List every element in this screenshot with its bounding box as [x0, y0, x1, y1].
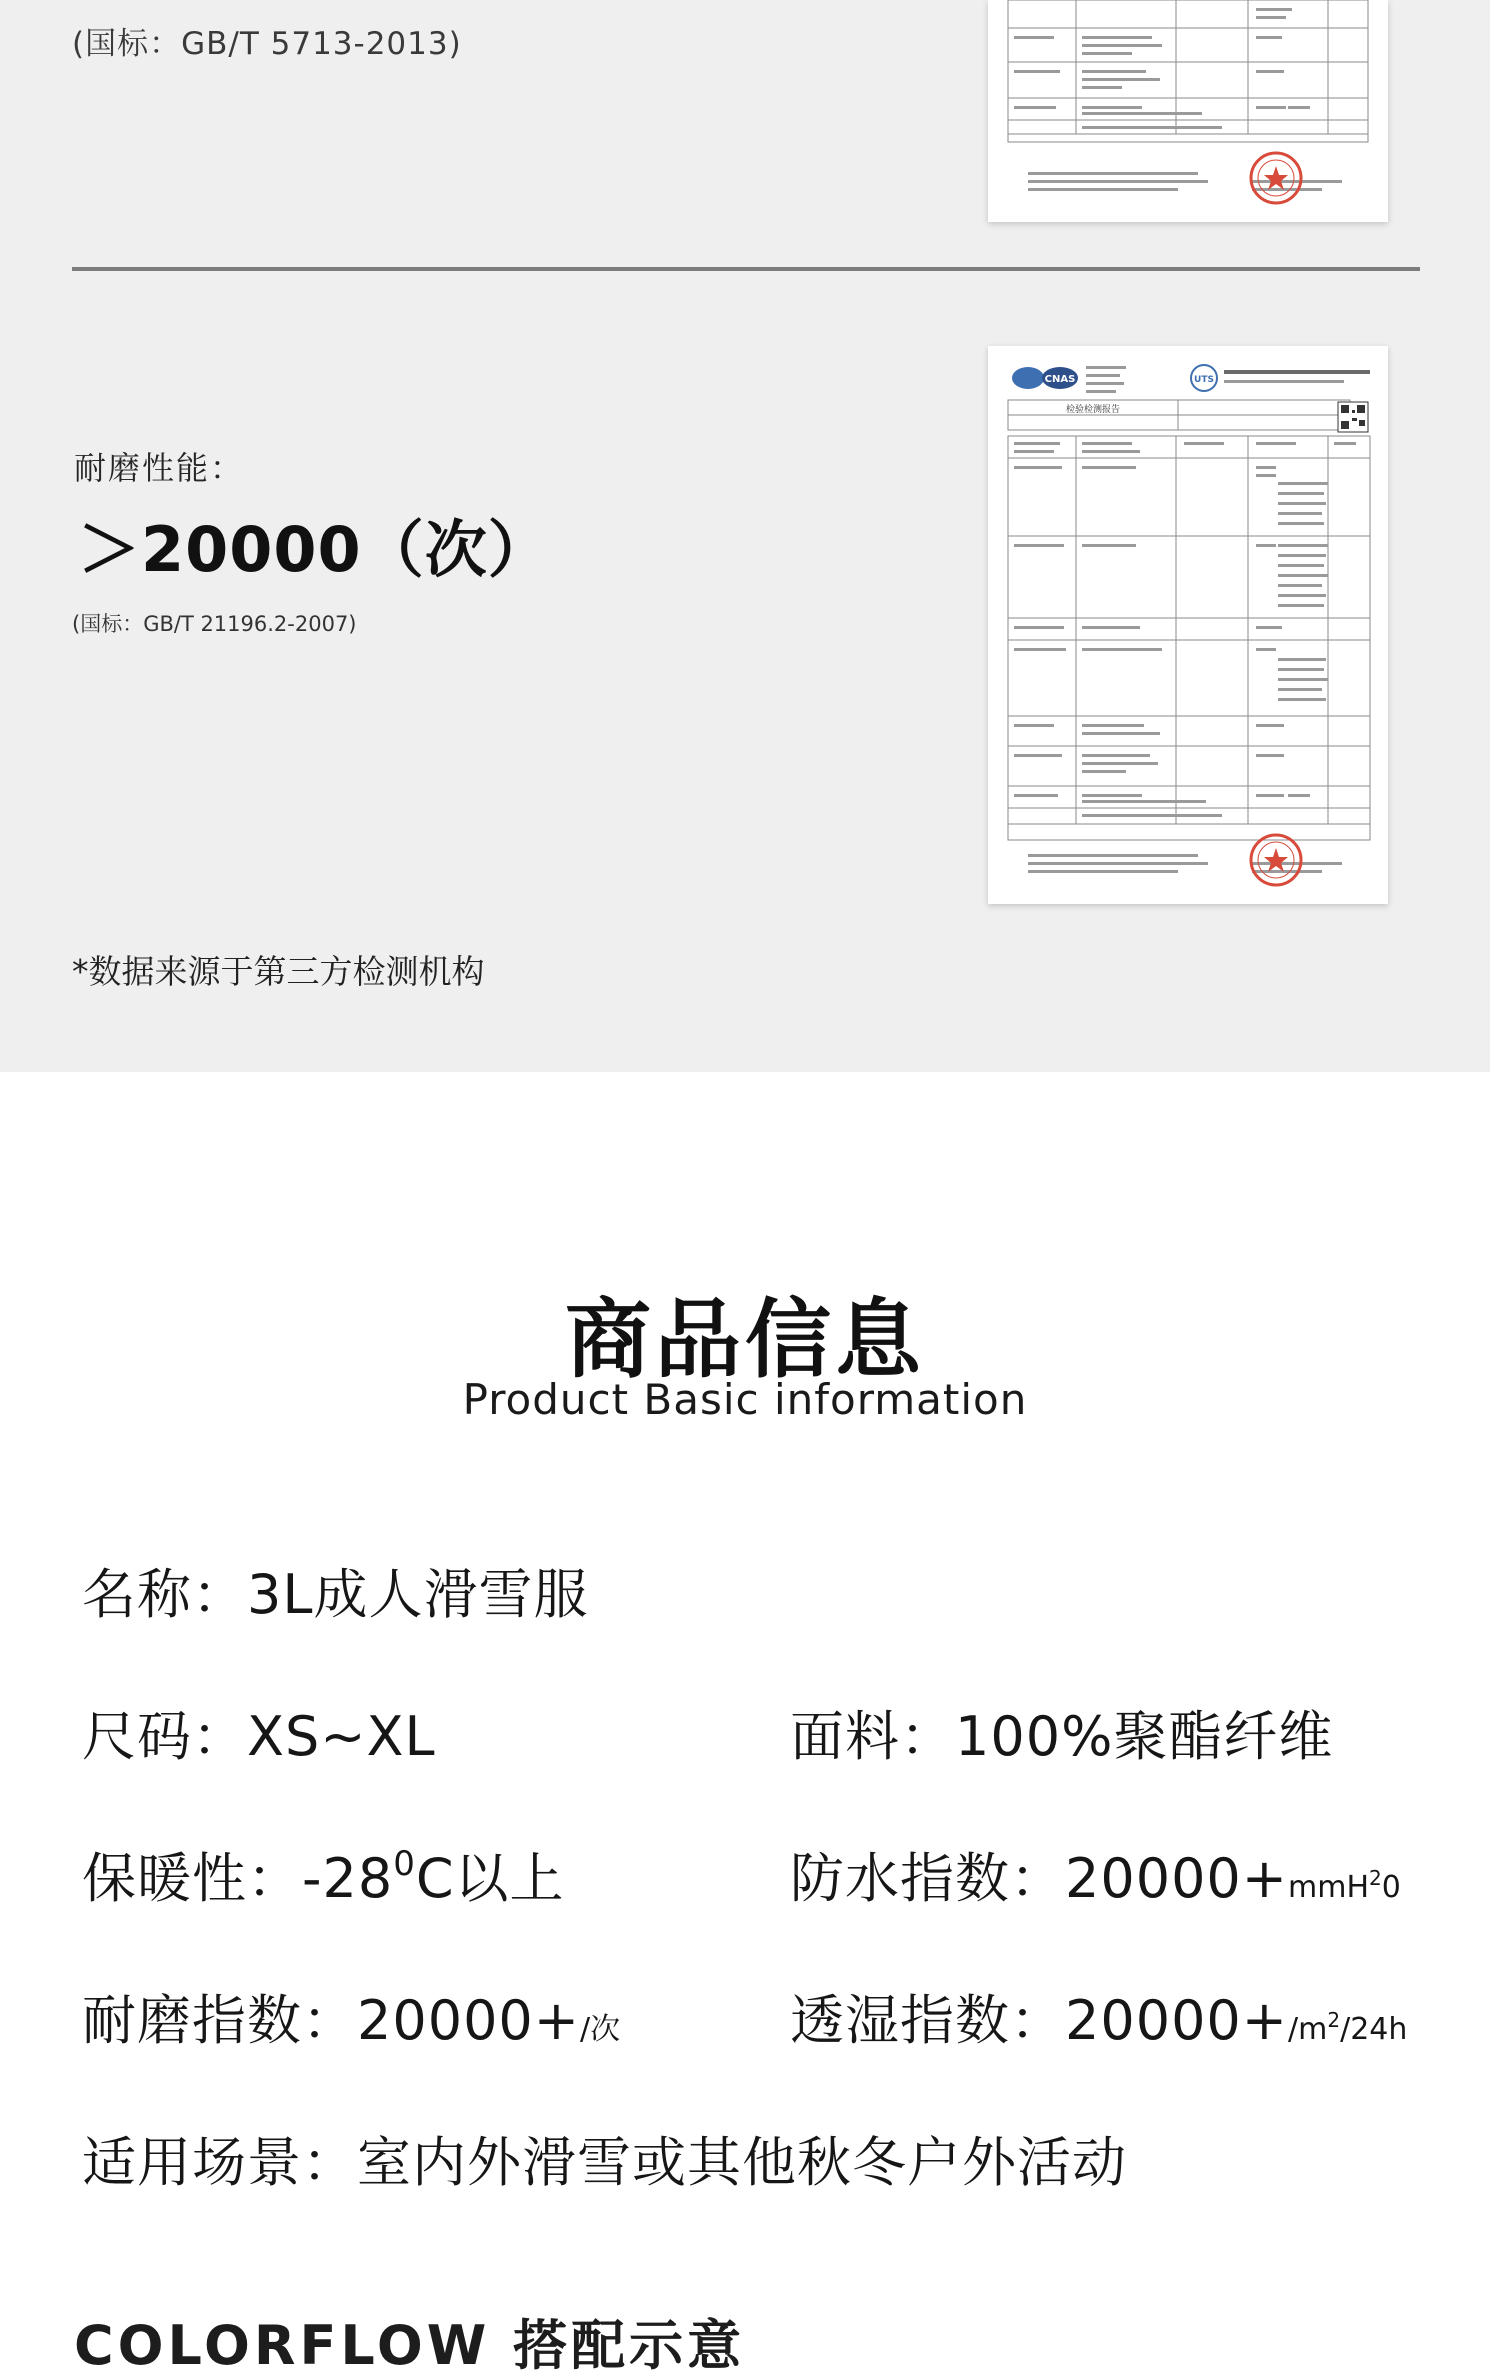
- abrasion-unit: /次: [580, 2012, 621, 2047]
- breathability-value: 透湿指数：20000+: [790, 1989, 1289, 2052]
- abrasion-standard-note: (国标：GB/T 21196.2-2007): [72, 612, 357, 636]
- abrasion-metric-value: ＞20000（次）: [78, 513, 551, 586]
- product-warmth: [82, 1836, 565, 1913]
- product-usage-text: 适用场景：室内外滑雪或其他秋冬户外活动: [82, 2131, 1127, 2194]
- report-2-header: [1012, 365, 1370, 393]
- product-info-subtitle: Product Basic information: [462, 1375, 1028, 1424]
- waterproof-unit-suffix: 0: [1381, 1870, 1401, 1905]
- report-1-stamp: [1251, 153, 1301, 203]
- warmth-degree-mark: 0: [393, 1844, 416, 1884]
- product-fabric-text: 面料：100%聚酯纤维: [790, 1705, 1334, 1768]
- next-section-heading: COLORFLOW 搭配示意: [74, 2314, 746, 2377]
- report-1-drawing: [988, 0, 1388, 222]
- breathability-unit-sup: 2: [1327, 2008, 1341, 2032]
- product-fabric: [790, 1694, 1333, 1771]
- abrasion-value: 耐磨指数：20000+: [82, 1989, 581, 2052]
- product-breathability: [790, 1978, 1407, 2055]
- test-results-panel: [0, 0, 1490, 1072]
- breathability-unit: [1288, 2008, 1408, 2047]
- cnas-badge: CNAS: [1044, 374, 1076, 385]
- test-report-2: [988, 346, 1388, 904]
- report-2-drawing: [988, 346, 1388, 904]
- product-size: [82, 1694, 436, 1771]
- waterproof-unit-prefix: mmH: [1288, 1870, 1370, 1905]
- abrasion-metric-label: 耐磨性能：: [74, 449, 245, 487]
- breathability-unit-prefix: /m: [1288, 2012, 1328, 2047]
- report-1-table: [1008, 0, 1368, 142]
- product-waterproof: [790, 1836, 1401, 1913]
- report-2-table: [1008, 400, 1370, 840]
- product-size-text: 尺码：XS~XL: [82, 1705, 436, 1768]
- report-2-title: 检验检测报告: [1065, 405, 1121, 415]
- section-divider: [72, 267, 1420, 271]
- report-2-qr-code: [1338, 402, 1368, 432]
- report-2-stamp: [1251, 835, 1301, 885]
- warmth-suffix: C以上: [415, 1847, 565, 1910]
- test-report-1: [988, 0, 1388, 222]
- top-standard-note: (国标：GB/T 5713-2013): [72, 26, 462, 62]
- waterproof-unit: [1288, 1866, 1401, 1905]
- product-abrasion: [82, 1978, 620, 2055]
- product-info-title: 商品信息: [565, 1290, 925, 1390]
- product-name-text: 名称：3L成人滑雪服: [82, 1563, 589, 1626]
- breathability-unit-suffix: /24h: [1340, 2012, 1408, 2047]
- product-usage: [82, 2120, 1127, 2197]
- uts-badge: UTS: [1194, 375, 1214, 385]
- warmth-prefix: 保暖性：-28: [82, 1847, 394, 1910]
- report-1-text-lines: [1014, 8, 1342, 191]
- data-source-note: *数据来源于第三方检测机构: [72, 952, 485, 991]
- waterproof-unit-sup: 2: [1369, 1866, 1382, 1890]
- product-name: [82, 1552, 588, 1629]
- waterproof-value: 防水指数：20000+: [790, 1847, 1289, 1910]
